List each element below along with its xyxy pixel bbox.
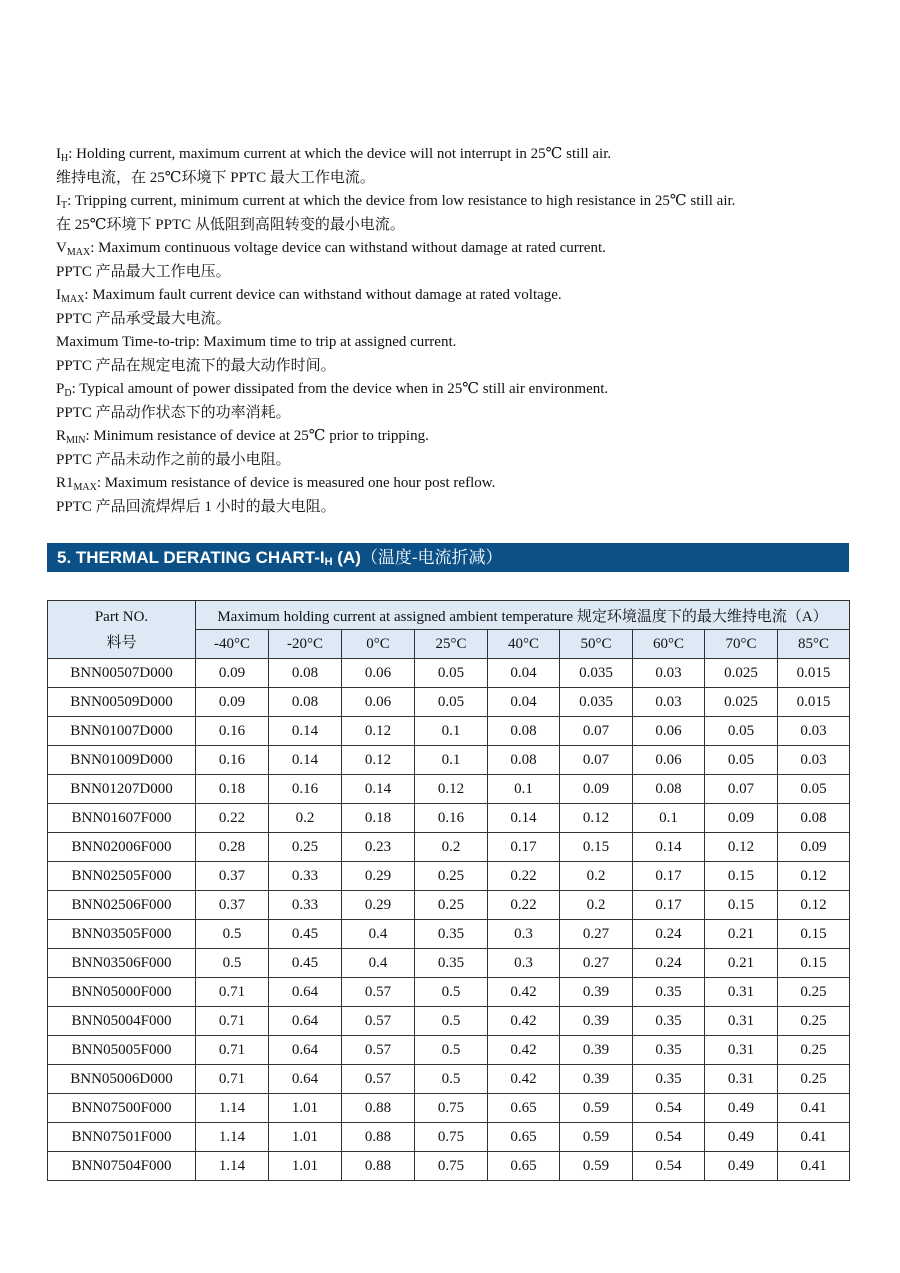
definition-symbol: R1 [56,475,74,491]
definition-symbol: I [56,287,61,303]
holding-current-cell: 0.39 [560,1065,633,1094]
holding-current-cell: 0.35 [633,1065,705,1094]
holding-current-cell: 0.65 [488,1094,560,1123]
holding-current-cell: 0.31 [705,978,778,1007]
holding-current-cell: 0.35 [633,1007,705,1036]
holding-current-cell: 0.49 [705,1094,778,1123]
holding-current-cell: 0.12 [342,717,415,746]
holding-current-cell: 0.07 [705,775,778,804]
holding-current-cell: 0.88 [342,1094,415,1123]
holding-current-cell: 0.31 [705,1007,778,1036]
holding-current-cell: 1.14 [196,1123,269,1152]
part-number-header-en: Part NO. [94,608,149,625]
holding-current-cell: 0.09 [705,804,778,833]
holding-current-cell: 0.09 [560,775,633,804]
holding-current-cell: 0.16 [415,804,488,833]
holding-current-cell: 0.65 [488,1152,560,1181]
definition-symbol-subscript: H [61,153,69,164]
temperature-header: 40°C [488,630,560,659]
holding-current-cell: 0.09 [196,659,269,688]
section-title-cn: （温度-电流折减） [360,548,503,567]
holding-current-cell: 0.27 [560,920,633,949]
holding-current-cell: 0.06 [633,717,705,746]
holding-current-cell: 0.39 [560,978,633,1007]
definition-cn: PPTC 产品在规定电流下的最大动作时间。 [56,357,336,374]
table-row [48,978,850,1007]
holding-current-cell: 0.06 [342,659,415,688]
holding-current-cell: 0.64 [269,978,342,1007]
temperature-header: 85°C [778,630,850,659]
holding-current-cell: 0.5 [196,949,269,978]
holding-current-cell: 0.5 [415,1007,488,1036]
holding-current-cell: 0.1 [415,717,488,746]
temperature-header: 70°C [705,630,778,659]
holding-current-cell: 0.25 [778,1036,850,1065]
holding-current-cell: 0.06 [342,688,415,717]
holding-current-cell: 0.05 [415,688,488,717]
holding-current-cell: 0.88 [342,1123,415,1152]
holding-current-cell: 0.25 [778,1007,850,1036]
part-number-cell: BNN07504F000 [48,1152,196,1181]
holding-current-cell: 0.42 [488,1036,560,1065]
definition-symbol-subscript: D [64,388,72,399]
holding-current-cell: 0.035 [560,688,633,717]
holding-current-cell: 0.015 [778,688,850,717]
temperature-header: 0°C [342,630,415,659]
holding-current-cell: 0.64 [269,1065,342,1094]
holding-current-cell: 0.49 [705,1123,778,1152]
definition-cn: PPTC 产品承受最大电流。 [56,310,231,327]
holding-current-cell: 0.1 [488,775,560,804]
holding-current-cell: 0.71 [196,978,269,1007]
temperature-header: 25°C [415,630,488,659]
holding-current-cell: 0.08 [269,688,342,717]
holding-current-cell: 0.3 [488,920,560,949]
table-row [48,746,850,775]
table-row [48,862,850,891]
definition-symbol-subscript: T [61,200,68,211]
definition-text: : Maximum resistance of device is measured one hour post reflow. [96,475,496,491]
table-row [48,1094,850,1123]
definition-cn: PPTC 产品最大工作电压。 [56,263,231,280]
holding-current-cell: 0.15 [778,920,850,949]
part-number-cell: BNN00507D000 [48,659,196,688]
holding-current-cell: 0.54 [633,1094,705,1123]
holding-current-cell: 0.37 [196,891,269,920]
holding-current-cell: 0.24 [633,920,705,949]
definition-text: : Tripping current, minimum current at which the device from low resistance to high resistance in 25℃ still air. [67,193,736,209]
holding-current-cell: 0.71 [196,1036,269,1065]
holding-current-cell: 0.03 [778,746,850,775]
holding-current-cell: 0.16 [269,775,342,804]
temperature-header: 50°C [560,630,633,659]
definition-cn: PPTC 产品回流焊焊后 1 小时的最大电阻。 [56,498,336,515]
definition-symbol: I [56,146,61,162]
holding-current-cell: 0.41 [778,1123,850,1152]
holding-current-cell: 0.35 [633,1036,705,1065]
holding-current-cell: 0.5 [415,1036,488,1065]
holding-current-cell: 0.45 [269,920,342,949]
definition-text: : Maximum continuous voltage device can withstand without damage at rated current. [90,240,606,256]
holding-current-cell: 0.75 [415,1094,488,1123]
holding-current-cell: 0.28 [196,833,269,862]
holding-current-cell: 0.03 [633,659,705,688]
part-number-cell: BNN02505F000 [48,862,196,891]
part-number-cell: BNN03505F000 [48,920,196,949]
holding-current-cell: 0.14 [488,804,560,833]
definition-en [56,331,856,355]
holding-current-cell: 0.71 [196,1065,269,1094]
definition-text: : Maximum fault current device can withstand without damage at rated voltage. [84,287,562,303]
holding-current-cell: 1.01 [269,1152,342,1181]
part-number-cell: BNN01009D000 [48,746,196,775]
table-row [48,949,850,978]
holding-current-cell: 0.025 [705,659,778,688]
section-title-subscript: H [324,556,333,568]
holding-current-cell: 0.64 [269,1007,342,1036]
definition-en [56,237,856,261]
part-number-cell: BNN00509D000 [48,688,196,717]
holding-current-cell: 0.75 [415,1123,488,1152]
holding-current-cell: 0.17 [633,891,705,920]
holding-current-cell: 0.2 [269,804,342,833]
definition-text: Maximum Time-to-trip: Maximum time to trip at assigned current. [56,334,457,350]
holding-current-cell: 0.2 [560,891,633,920]
holding-current-cell: 0.14 [269,717,342,746]
holding-current-cell: 0.39 [560,1007,633,1036]
temperature-header: -40°C [196,630,269,659]
holding-current-cell: 0.45 [269,949,342,978]
section-title-banner [47,543,849,572]
holding-current-cell: 0.4 [342,920,415,949]
holding-current-cell: 0.15 [705,862,778,891]
holding-current-cell: 0.59 [560,1094,633,1123]
holding-current-cell: 0.29 [342,862,415,891]
part-number-cell: BNN01007D000 [48,717,196,746]
holding-current-cell: 0.21 [705,949,778,978]
holding-current-cell: 0.05 [415,659,488,688]
temperature-header: -20°C [269,630,342,659]
thermal-derating-table [47,600,850,1181]
definition-text: : Minimum resistance of device at 25℃ prior to tripping. [85,428,429,444]
holding-current-cell: 0.12 [778,891,850,920]
holding-current-cell: 0.71 [196,1007,269,1036]
section-title: 5. THERMAL DERATING CHART-I [57,548,325,567]
holding-current-cell: 0.4 [342,949,415,978]
holding-current-cell: 0.25 [415,862,488,891]
definition-en [56,143,856,167]
holding-current-cell: 0.12 [778,862,850,891]
table-row [48,775,850,804]
table-row [48,1007,850,1036]
holding-current-cell: 0.37 [196,862,269,891]
holding-current-cell: 0.35 [633,978,705,1007]
table-row [48,1152,850,1181]
holding-current-cell: 0.57 [342,1065,415,1094]
holding-current-cell: 0.14 [342,775,415,804]
table-row [48,833,850,862]
definition-en [56,190,856,214]
holding-current-cell: 0.57 [342,1007,415,1036]
definitions-block [56,143,856,519]
holding-current-cell: 0.41 [778,1152,850,1181]
definition-symbol-subscript: MAX [73,482,97,493]
part-number-header-cn: 料号 [106,634,137,651]
holding-current-cell: 0.25 [778,978,850,1007]
definition-en [56,425,856,449]
holding-current-cell: 0.41 [778,1094,850,1123]
holding-current-cell: 0.16 [196,746,269,775]
part-number-cell: BNN02506F000 [48,891,196,920]
holding-current-cell: 0.1 [633,804,705,833]
table-row [48,804,850,833]
table-row [48,920,850,949]
part-number-cell: BNN07501F000 [48,1123,196,1152]
holding-current-cell: 0.025 [705,688,778,717]
definition-symbol: P [56,381,65,397]
holding-current-cell: 0.24 [633,949,705,978]
holding-current-cell: 0.15 [778,949,850,978]
section-title-unit: (A) [332,548,361,567]
temperature-header: 60°C [633,630,705,659]
holding-current-cell: 0.07 [560,746,633,775]
part-number-cell: BNN02006F000 [48,833,196,862]
holding-current-cell: 0.31 [705,1036,778,1065]
part-number-cell: BNN05005F000 [48,1036,196,1065]
holding-current-cell: 0.39 [560,1036,633,1065]
table-body [48,659,850,1181]
part-number-header [48,601,196,659]
holding-current-cell: 0.5 [415,1065,488,1094]
holding-current-cell: 0.14 [269,746,342,775]
holding-current-cell: 0.14 [633,833,705,862]
holding-current-cell: 0.2 [415,833,488,862]
holding-current-cell: 0.04 [488,659,560,688]
holding-current-cell: 0.06 [633,746,705,775]
definition-cn: PPTC 产品未动作之前的最小电阻。 [56,451,291,468]
holding-current-cell: 0.42 [488,1007,560,1036]
holding-current-cell: 0.05 [705,717,778,746]
holding-current-cell: 0.08 [488,717,560,746]
holding-current-cell: 0.08 [488,746,560,775]
holding-current-cell: 0.09 [778,833,850,862]
holding-current-cell: 0.03 [778,717,850,746]
holding-current-cell: 0.12 [705,833,778,862]
holding-current-cell: 0.08 [633,775,705,804]
definition-symbol-subscript: MAX [66,247,91,258]
holding-current-header: Maximum holding current at assigned ambient temperature 规定环境温度下的最大维持电流（A） [196,601,850,630]
part-number-cell: BNN05000F000 [48,978,196,1007]
holding-current-cell: 1.14 [196,1152,269,1181]
holding-current-cell: 0.3 [488,949,560,978]
holding-current-cell: 0.18 [342,804,415,833]
holding-current-cell: 0.08 [778,804,850,833]
part-number-cell: BNN07500F000 [48,1094,196,1123]
holding-current-cell: 0.2 [560,862,633,891]
holding-current-cell: 0.64 [269,1036,342,1065]
holding-current-cell: 0.59 [560,1123,633,1152]
holding-current-cell: 0.65 [488,1123,560,1152]
definition-text: : Holding current, maximum current at which the device will not interrupt in 25℃ still air. [68,146,612,162]
holding-current-cell: 0.15 [705,891,778,920]
holding-current-cell: 0.25 [269,833,342,862]
holding-current-cell: 0.42 [488,1065,560,1094]
holding-current-cell: 0.04 [488,688,560,717]
holding-current-cell: 1.14 [196,1094,269,1123]
holding-current-cell: 0.12 [415,775,488,804]
holding-current-cell: 0.27 [560,949,633,978]
part-number-cell: BNN03506F000 [48,949,196,978]
holding-current-cell: 0.03 [633,688,705,717]
holding-current-cell: 0.25 [415,891,488,920]
definition-en [56,472,856,496]
holding-current-cell: 0.35 [415,920,488,949]
holding-current-cell: 0.25 [778,1065,850,1094]
holding-current-cell: 0.12 [342,746,415,775]
holding-current-cell: 0.17 [633,862,705,891]
part-number-cell: BNN05006D000 [48,1065,196,1094]
holding-current-cell: 0.12 [560,804,633,833]
holding-current-cell: 0.09 [196,688,269,717]
holding-current-cell: 0.23 [342,833,415,862]
definition-cn: 维持电流，在 25℃环境下 PPTC 最大工作电流。 [56,169,375,186]
holding-current-cell: 0.5 [196,920,269,949]
holding-current-cell: 0.59 [560,1152,633,1181]
holding-current-cell: 0.015 [778,659,850,688]
definition-symbol-subscript: MAX [61,294,85,305]
holding-current-cell: 1.01 [269,1094,342,1123]
holding-current-cell: 0.07 [560,717,633,746]
holding-current-cell: 0.54 [633,1123,705,1152]
holding-current-cell: 0.22 [488,891,560,920]
holding-current-cell: 0.21 [705,920,778,949]
holding-current-cell: 1.01 [269,1123,342,1152]
definition-text: : Typical amount of power dissipated from the device when in 25℃ still air environment. [71,381,609,397]
holding-current-cell: 0.75 [415,1152,488,1181]
holding-current-cell: 0.88 [342,1152,415,1181]
holding-current-cell: 0.22 [488,862,560,891]
holding-current-cell: 0.18 [196,775,269,804]
definition-symbol-subscript: MIN [66,435,86,446]
table-row [48,688,850,717]
table-row [48,659,850,688]
holding-current-cell: 0.42 [488,978,560,1007]
table-row [48,1123,850,1152]
definition-cn: PPTC 产品动作状态下的功率消耗。 [56,404,291,421]
holding-current-cell: 0.1 [415,746,488,775]
definition-symbol: V [56,240,67,256]
definition-en [56,284,856,308]
table-row [48,891,850,920]
holding-current-cell: 0.29 [342,891,415,920]
holding-current-cell: 0.5 [415,978,488,1007]
part-number-cell: BNN01607F000 [48,804,196,833]
holding-current-cell: 0.05 [778,775,850,804]
holding-current-cell: 0.08 [269,659,342,688]
holding-current-cell: 0.05 [705,746,778,775]
holding-current-cell: 0.35 [415,949,488,978]
holding-current-cell: 0.54 [633,1152,705,1181]
definition-symbol: R [56,428,67,444]
holding-current-cell: 0.49 [705,1152,778,1181]
holding-current-cell: 0.31 [705,1065,778,1094]
holding-current-cell: 0.57 [342,978,415,1007]
holding-current-cell: 0.33 [269,862,342,891]
part-number-cell: BNN05004F000 [48,1007,196,1036]
definition-symbol: I [56,193,61,209]
holding-current-cell: 0.17 [488,833,560,862]
holding-current-cell: 0.15 [560,833,633,862]
table-row [48,717,850,746]
part-number-cell: BNN01207D000 [48,775,196,804]
holding-current-cell: 0.16 [196,717,269,746]
holding-current-cell: 0.22 [196,804,269,833]
definition-cn: 在 25℃环境下 PPTC 从低阻到高阻转变的最小电流。 [56,216,405,233]
table-row [48,1036,850,1065]
holding-current-cell: 0.57 [342,1036,415,1065]
table-row [48,1065,850,1094]
holding-current-cell: 0.035 [560,659,633,688]
definition-en [56,378,856,402]
holding-current-cell: 0.33 [269,891,342,920]
